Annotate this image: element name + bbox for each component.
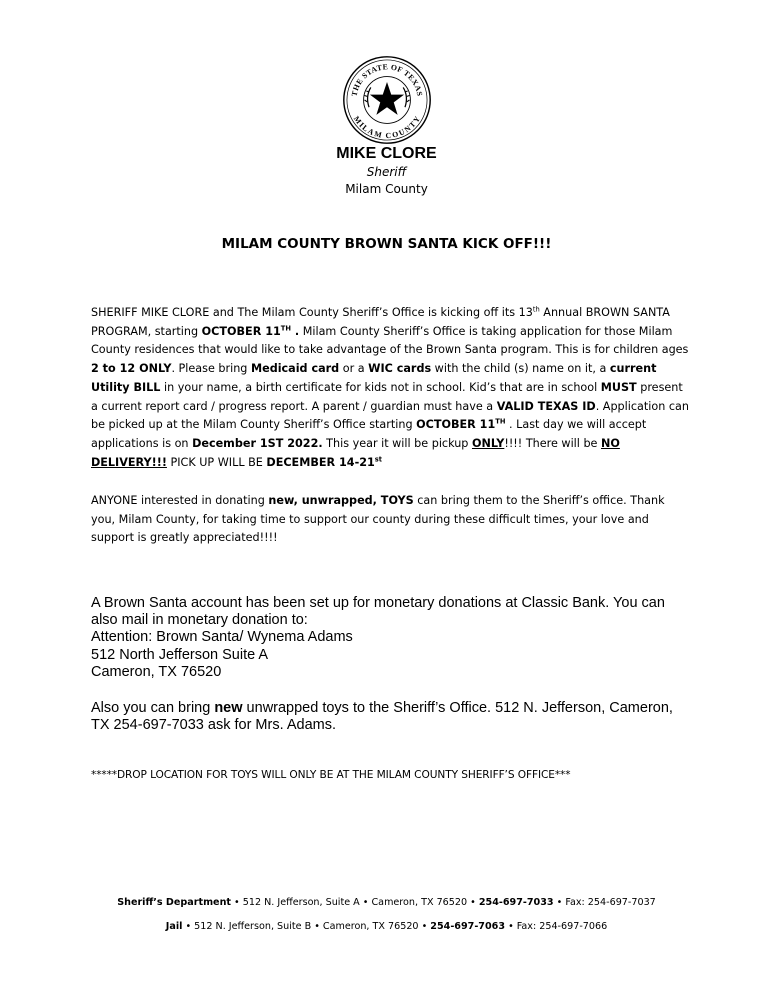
attention-line: Attention: Brown Santa/ Wynema Adams <box>91 629 353 646</box>
toy-donation-paragraph: ANYONE interested in donating new, unwrapped, TOYS can bring them to the Sheriff’s office. Thank you, Milam County, for taking time to support our county during these difficult times, your love and support is greatly appreciated!!!! <box>91 494 665 545</box>
footer-sheriff-department: Sheriff’s Department • 512 N. Jefferson, Suite A • Cameron, TX 76520 • 254-697-7033 • Fax: 254-697-7037 <box>117 897 656 908</box>
county-name: Milam County <box>345 182 428 196</box>
toy-dropoff-paragraph: Also you can bring new unwrapped toys to the Sheriff’s Office. 512 N. Jefferson, Cameron, TX 254-697-7033 ask for Mrs. Adams. <box>91 700 673 734</box>
address-street: 512 North Jefferson Suite A <box>91 646 269 663</box>
sheriff-name: MIKE CLORE <box>336 145 437 162</box>
seal-top-text: THE STATE OF TEXAS <box>349 62 425 97</box>
document-title: MILAM COUNTY BROWN SANTA KICK OFF!!! <box>221 236 552 252</box>
drop-location-notice: *****DROP LOCATION FOR TOYS WILL ONLY BE AT THE MILAM COUNTY SHERIFF’S OFFICE*** <box>91 769 571 781</box>
address-city: Cameron, TX 76520 <box>91 663 222 680</box>
monetary-donation-text: A Brown Santa account has been set up for monetary donations at Classic Bank. You can also mail in monetary donation to: <box>91 595 665 629</box>
texas-county-seal-icon <box>342 55 432 145</box>
program-details-paragraph: SHERIFF MIKE CLORE and The Milam County Sheriff’s Office is kicking off its 13th Annual BROWN SANTA PROGRAM, starting OCTOBER 11TH . Milam County Sheriff’s Office is taking application for those Milam County residences that would like to take advantage of the Brown Santa program. This is for children ages 2 to 12 ONLY. Please bring Medicaid card or a WIC cards with the child (s) name on it, a current Utility BILL in your name, a birth certificate for kids not in school. Kid’s that are in school MUST present a current report card / progress report. A parent / guardian must have a VALID TEXAS ID. Application can be picked up at the Milam County Sheriff’s Office starting OCTOBER 11TH . Last day we will accept applications is on December 1ST 2022. This year it will be pickup ONLY!!!! There will be NO DELIVERY!!! PICK UP WILL BE DECEMBER 14-21st <box>91 305 689 469</box>
footer-jail: Jail • 512 N. Jefferson, Suite B • Cameron, TX 76520 • 254-697-7063 • Fax: 254-697-7066 <box>165 921 608 932</box>
seal-bottom-text: MILAM COUNTY <box>351 114 423 141</box>
sheriff-title: Sheriff <box>366 165 407 179</box>
monetary-donation-paragraph <box>91 595 691 681</box>
